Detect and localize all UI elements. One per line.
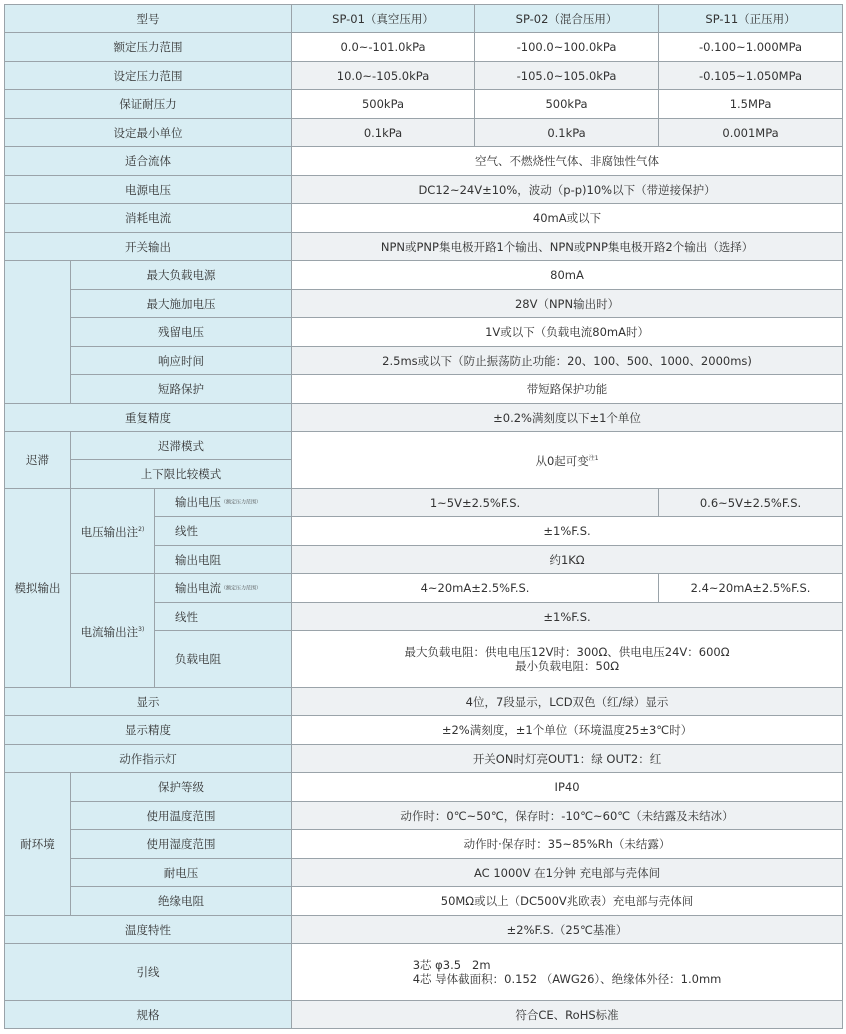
voltage-output-text: 电压输出注 [80, 524, 139, 539]
table-row [5, 261, 843, 290]
set-pressure-sp02: -105.0~105.0kPa [475, 62, 659, 90]
standard-label: 规格 [5, 1001, 292, 1029]
table-row [5, 887, 843, 916]
display-accuracy-value: ±2%满刻度，±1个单位（环境温度25±3℃时） [292, 716, 843, 745]
proof-pressure-sp01: 500kPa [292, 90, 475, 119]
switch-output-value: NPN或PNP集电极开路1个输出、NPN或PNP集电极开路2个输出（选择） [292, 233, 843, 261]
output-resistance-label: 输出电阻 [155, 546, 292, 574]
output-voltage-value-b: 0.6~5V±2.5%F.S. [659, 489, 843, 517]
lead-line1: 3芯 φ3.5 2m [412, 958, 491, 972]
table-row [5, 489, 843, 517]
table-row [5, 944, 843, 1001]
current-output-note: 3) [138, 625, 145, 633]
table-row [5, 830, 843, 859]
load-resistance-value [292, 631, 843, 688]
current-linear-label: 线性 [155, 603, 292, 631]
spec-table [4, 4, 843, 1029]
table-row [5, 204, 843, 233]
indicator-value: 开关ON时灯亮OUT1：绿 OUT2：红 [292, 745, 843, 773]
residual-voltage-value: 1V或以下（负载电流80mA时） [292, 318, 843, 347]
insulation-label: 绝缘电阻 [71, 887, 292, 916]
response-time-value: 2.5ms或以下（防止振荡防止功能：20、100、500、1000、2000ms) [292, 347, 843, 375]
lead-value [292, 944, 843, 1001]
hysteresis-note: 注1 [588, 455, 599, 463]
table-row [5, 916, 843, 944]
output-voltage-note: （额定压力范围） [221, 499, 262, 506]
protection-label: 保护等级 [71, 773, 292, 802]
min-unit-sp01: 0.1kPa [292, 119, 475, 147]
power-label: 电源电压 [5, 176, 292, 204]
switch-output-group-cell [5, 261, 71, 404]
output-resistance-value: 约1KΩ [292, 546, 843, 574]
voltage-output-note: 2) [138, 526, 145, 534]
temperature-label: 温度特性 [5, 916, 292, 944]
table-row [5, 62, 843, 90]
repeat-label: 重复精度 [5, 404, 292, 432]
short-protect-value: 带短路保护功能 [292, 375, 843, 404]
max-load-label: 最大负载电源 [71, 261, 292, 290]
lead-value-block [413, 958, 722, 986]
table-row [5, 347, 843, 375]
table-row [5, 147, 843, 176]
rated-pressure-sp01: 0.0~-101.0kPa [292, 33, 475, 62]
hysteresis-label: 迟滞 [5, 432, 71, 489]
output-current-label [155, 574, 292, 603]
hysteresis-value [292, 432, 843, 489]
table-row [5, 5, 843, 33]
current-linear-value: ±1%F.S. [292, 603, 843, 631]
table-row [5, 318, 843, 347]
temperature-value: ±2%F.S.（25℃基准） [292, 916, 843, 944]
current-label: 消耗电流 [5, 204, 292, 233]
max-load-value: 80mA [292, 261, 843, 290]
table-row [5, 375, 843, 404]
rated-pressure-sp11: -0.100~1.000MPa [659, 33, 843, 62]
output-voltage-value-a: 1~5V±2.5%F.S. [292, 489, 659, 517]
output-current-value-b: 2.4~20mA±2.5%F.S. [659, 574, 843, 603]
max-voltage-value: 28V（NPN输出时） [292, 290, 843, 318]
max-voltage-label: 最大施加电压 [71, 290, 292, 318]
humidity-range-value: 动作时·保存时：35~85%Rh（未结露） [292, 830, 843, 859]
min-unit-sp02: 0.1kPa [475, 119, 659, 147]
table-row [5, 176, 843, 204]
short-protect-label: 短路保护 [71, 375, 292, 404]
switch-output-label: 开关输出 [5, 233, 292, 261]
load-resistance-line2: 最小负载电阻：50Ω [515, 659, 619, 673]
temp-range-label: 使用温度范围 [71, 802, 292, 830]
withstand-voltage-value: AC 1000V 在1分钟 充电部与壳体间 [292, 859, 843, 887]
min-unit-sp11: 0.001MPa [659, 119, 843, 147]
output-current-note: （额定压力范围） [221, 585, 262, 592]
lead-line2: 4芯 导体截面积：0.152 （AWG26）、绝缘体外径：1.0mm [412, 972, 722, 986]
table-row [5, 1001, 843, 1029]
table-row [5, 233, 843, 261]
output-voltage-text: 输出电压 [175, 495, 221, 510]
min-unit-label: 设定最小单位 [5, 119, 292, 147]
analog-output-label: 模拟输出 [5, 489, 71, 688]
model-header-sp11: SP-11（正压用） [659, 5, 843, 33]
power-value: DC12~24V±10%，波动（p-p)10%以下（带逆接保护） [292, 176, 843, 204]
hysteresis-mode-label: 迟滞模式 [71, 432, 292, 460]
table-row [5, 802, 843, 830]
display-label: 显示 [5, 688, 292, 716]
fluid-label: 适合流体 [5, 147, 292, 176]
proof-pressure-label: 保证耐压力 [5, 90, 292, 119]
set-pressure-label: 设定压力范围 [5, 62, 292, 90]
table-row [5, 574, 843, 603]
proof-pressure-sp11: 1.5MPa [659, 90, 843, 119]
display-value: 4位，7段显示，LCD双色（红/绿）显示 [292, 688, 843, 716]
repeat-value: ±0.2%满刻度以下±1个单位 [292, 404, 843, 432]
table-row [5, 119, 843, 147]
indicator-label: 动作指示灯 [5, 745, 292, 773]
table-row [5, 859, 843, 887]
lead-label: 引线 [5, 944, 292, 1001]
proof-pressure-sp02: 500kPa [475, 90, 659, 119]
hysteresis-value-text: 从0起可变 [535, 453, 589, 468]
model-header-label: 型号 [5, 5, 292, 33]
table-row [5, 773, 843, 802]
table-row [5, 290, 843, 318]
table-row [5, 404, 843, 432]
compare-mode-label: 上下限比较模式 [71, 460, 292, 489]
table-row [5, 432, 843, 460]
model-header-sp02: SP-02（混合压用） [475, 5, 659, 33]
current-output-label [71, 574, 155, 688]
fluid-value: 空气、不燃烧性气体、非腐蚀性气体 [292, 147, 843, 176]
display-accuracy-label: 显示精度 [5, 716, 292, 745]
load-resistance-label: 负载电阻 [155, 631, 292, 688]
standard-value: 符合CE、RoHS标准 [292, 1001, 843, 1029]
response-time-label: 响应时间 [71, 347, 292, 375]
output-voltage-label [155, 489, 292, 517]
voltage-linear-label: 线性 [155, 517, 292, 546]
table-row [5, 745, 843, 773]
table-row [5, 688, 843, 716]
current-output-text: 电流输出注 [80, 624, 139, 639]
protection-value: IP40 [292, 773, 843, 802]
residual-voltage-label: 残留电压 [71, 318, 292, 347]
humidity-range-label: 使用湿度范围 [71, 830, 292, 859]
voltage-output-label [71, 489, 155, 574]
table-row [5, 716, 843, 745]
model-header-sp01: SP-01（真空压用） [292, 5, 475, 33]
current-value: 40mA或以下 [292, 204, 843, 233]
set-pressure-sp01: 10.0~-105.0kPa [292, 62, 475, 90]
rated-pressure-label: 额定压力范围 [5, 33, 292, 62]
voltage-linear-value: ±1%F.S. [292, 517, 843, 546]
table-row [5, 90, 843, 119]
set-pressure-sp11: -0.105~1.050MPa [659, 62, 843, 90]
output-current-text: 输出电流 [175, 580, 221, 595]
temp-range-value: 动作时：0℃~50℃，保存时：-10℃~60℃（未结露及未结冰） [292, 802, 843, 830]
rated-pressure-sp02: -100.0~100.0kPa [475, 33, 659, 62]
table-row [5, 33, 843, 62]
insulation-value: 50MΩ或以上（DC500V兆欧表）充电部与壳体间 [292, 887, 843, 916]
environment-label: 耐环境 [5, 773, 71, 916]
load-resistance-line1: 最大负载电阻：供电电压12V时：300Ω、供电电压24V：600Ω [404, 645, 730, 659]
output-current-value-a: 4~20mA±2.5%F.S. [292, 574, 659, 603]
withstand-voltage-label: 耐电压 [71, 859, 292, 887]
